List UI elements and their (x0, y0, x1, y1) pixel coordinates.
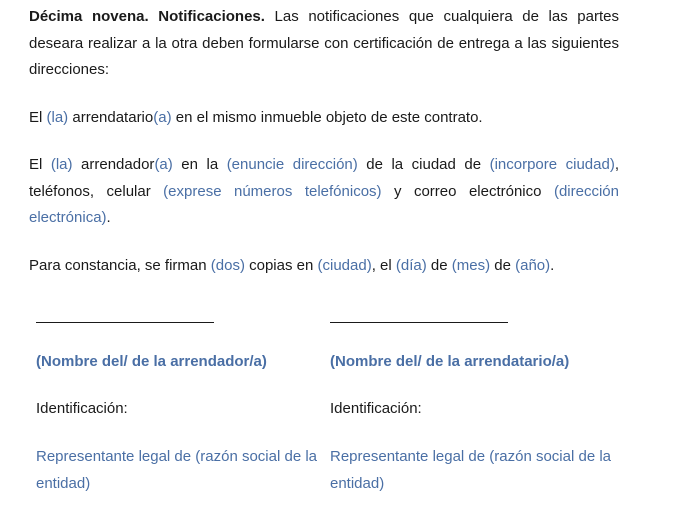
text: , el (371, 256, 396, 274)
closing-paragraph (29, 253, 619, 280)
tenant-id-label: Identificación: (330, 400, 422, 417)
text: en la (172, 156, 227, 173)
clause-intro: Las notificaciones que cualquiera de las partes deseara realizar a la otra deben formularse con certificación de entrega a las siguientes direcciones: (29, 8, 619, 78)
signature-line (330, 322, 508, 323)
signature-line (36, 322, 214, 323)
landlord-representative: Representante legal de (razón social de la entidad) (36, 448, 318, 492)
text: Para constancia, se firman (29, 256, 211, 274)
tenant-representative: Representante legal de (razón social de la entidad) (330, 448, 612, 492)
text: en el mismo inmueble objeto de este contrato. (171, 108, 483, 126)
tenant-name: (Nombre del/ de la arrendatario/a) (330, 353, 570, 370)
placeholder-year: (año) (515, 256, 551, 274)
placeholder: (a) (154, 156, 173, 173)
placeholder: (la) (46, 108, 69, 126)
placeholder-address: (enuncie dirección) (226, 156, 358, 173)
landlord-address-paragraph (29, 152, 619, 232)
placeholder: (a) (153, 108, 172, 126)
text: El (29, 108, 47, 126)
placeholder-city: (ciudad) (317, 256, 372, 274)
placeholder-email: (dirección electrónica) (29, 182, 619, 226)
landlord-id-label: Identificación: (36, 400, 128, 417)
text: arrendador (72, 156, 155, 173)
text: El (29, 156, 51, 173)
text: de (490, 256, 516, 274)
text: arrendatario (68, 108, 154, 126)
text: , teléfonos, celular (29, 156, 619, 200)
clause-title-punct: . (260, 8, 265, 25)
landlord-name: (Nombre del/ de la arrendador/a) (36, 353, 267, 370)
text: de (426, 256, 452, 274)
clause-title: Décima novena. Notificaciones (29, 8, 261, 25)
placeholder-city: (incorpore ciudad) (489, 156, 615, 173)
text: copias en (244, 256, 318, 274)
text: . (550, 256, 555, 274)
placeholder-copies: (dos) (210, 256, 245, 274)
tenant-signature-block (330, 318, 615, 492)
placeholder: (la) (50, 156, 73, 173)
clause-paragraph (29, 4, 619, 84)
placeholder-month: (mes) (451, 256, 491, 274)
landlord-signature-block (36, 318, 321, 492)
placeholder-phones: (exprese números telefónicos) (163, 182, 382, 200)
placeholder-day: (día) (395, 256, 427, 274)
text: de la ciudad de (357, 156, 490, 173)
document-body (29, 4, 619, 279)
text: y correo electrónico (381, 182, 554, 200)
tenant-address-paragraph (29, 105, 619, 132)
text: . (106, 209, 111, 226)
